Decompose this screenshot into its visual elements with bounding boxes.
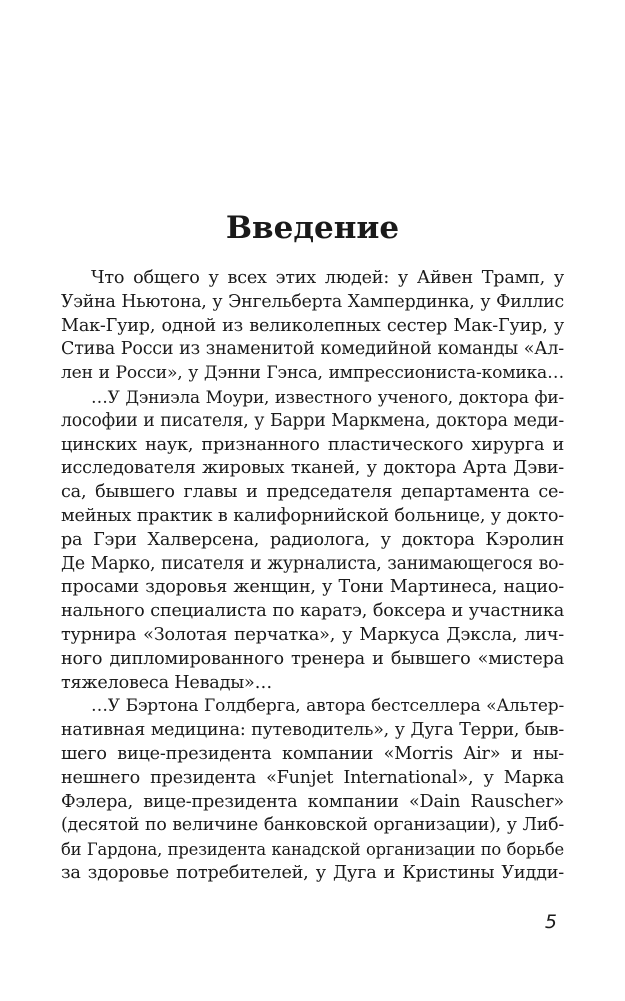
text-line: са, бывшего главы и председателя департамента се- — [61, 482, 564, 503]
text-line: Стива Росси из знаменитой комедийной команды «Ал- — [61, 339, 564, 360]
paragraph — [61, 267, 564, 386]
text-line: тяжеловеса Невады»… — [61, 672, 272, 693]
text-line: …У Бэртона Голдберга, автора бестселлера «Альтер- — [91, 696, 564, 717]
text-line: Уэйна Ньютона, у Энгельберта Хампердинка, у Филлис — [61, 291, 564, 312]
text-line: просами здоровья женщин, у Тони Мартинеса, нацио- — [61, 577, 564, 598]
paragraph — [61, 695, 564, 885]
text-line: турнира «Золотая перчатка», у Маркуса Дэксла, лич- — [61, 624, 564, 645]
text-line: ного дипломированного тренера и бывшего «мистера — [61, 648, 564, 669]
text-line: цинских наук, признанного пластического хирурга и — [61, 434, 564, 455]
text-line: нального специалиста по каратэ, боксера и участника — [61, 601, 564, 622]
text-line: шего вице-президента компании «Morris Air» и ны- — [61, 743, 564, 764]
text-line: нативная медицина: путеводитель», у Дуга Терри, быв- — [61, 720, 564, 741]
text-line: лософии и писателя, у Барри Маркмена, доктора меди- — [61, 410, 564, 431]
text-line: лен и Росси», у Дэнни Гэнса, импрессиониста-комика… — [61, 363, 564, 384]
text-line: нешнего президента «Funjet International», у Марка — [61, 767, 564, 788]
text-line: Фэлера, вице-президента компании «Dain Rauscher» — [61, 791, 564, 812]
paragraph — [61, 386, 564, 695]
text-line: (десятой по величине банковской организации), у Либ- — [61, 815, 564, 836]
page-number: 5 — [544, 911, 557, 933]
text-line: би Гардона, президента канадской организации по борьбе — [61, 840, 564, 860]
text-line: мейных практик в калифорнийской больнице, у докто- — [61, 505, 564, 526]
text-line: Мак-Гуир, одной из великолепных сестер Мак-Гуир, у — [61, 315, 564, 336]
text-line: …У Дэниэла Моури, известного ученого, доктора фи- — [91, 386, 564, 407]
body-text — [61, 267, 564, 886]
text-line: ра Гэри Халверсена, радиолога, у доктора Кэролин — [61, 529, 564, 550]
text-line: Де Марко, писателя и журналиста, занимающегося во- — [61, 553, 564, 574]
text-line: Что общего у всех этих людей: у Айвен Трамп, у — [91, 268, 564, 288]
text-line: исследователя жировых тканей, у доктора Арта Дэви- — [61, 458, 564, 479]
chapter-title: Введение — [225, 210, 400, 246]
text-line: за здоровье потребителей, у Дуга и Кристины Уидди- — [61, 862, 564, 883]
